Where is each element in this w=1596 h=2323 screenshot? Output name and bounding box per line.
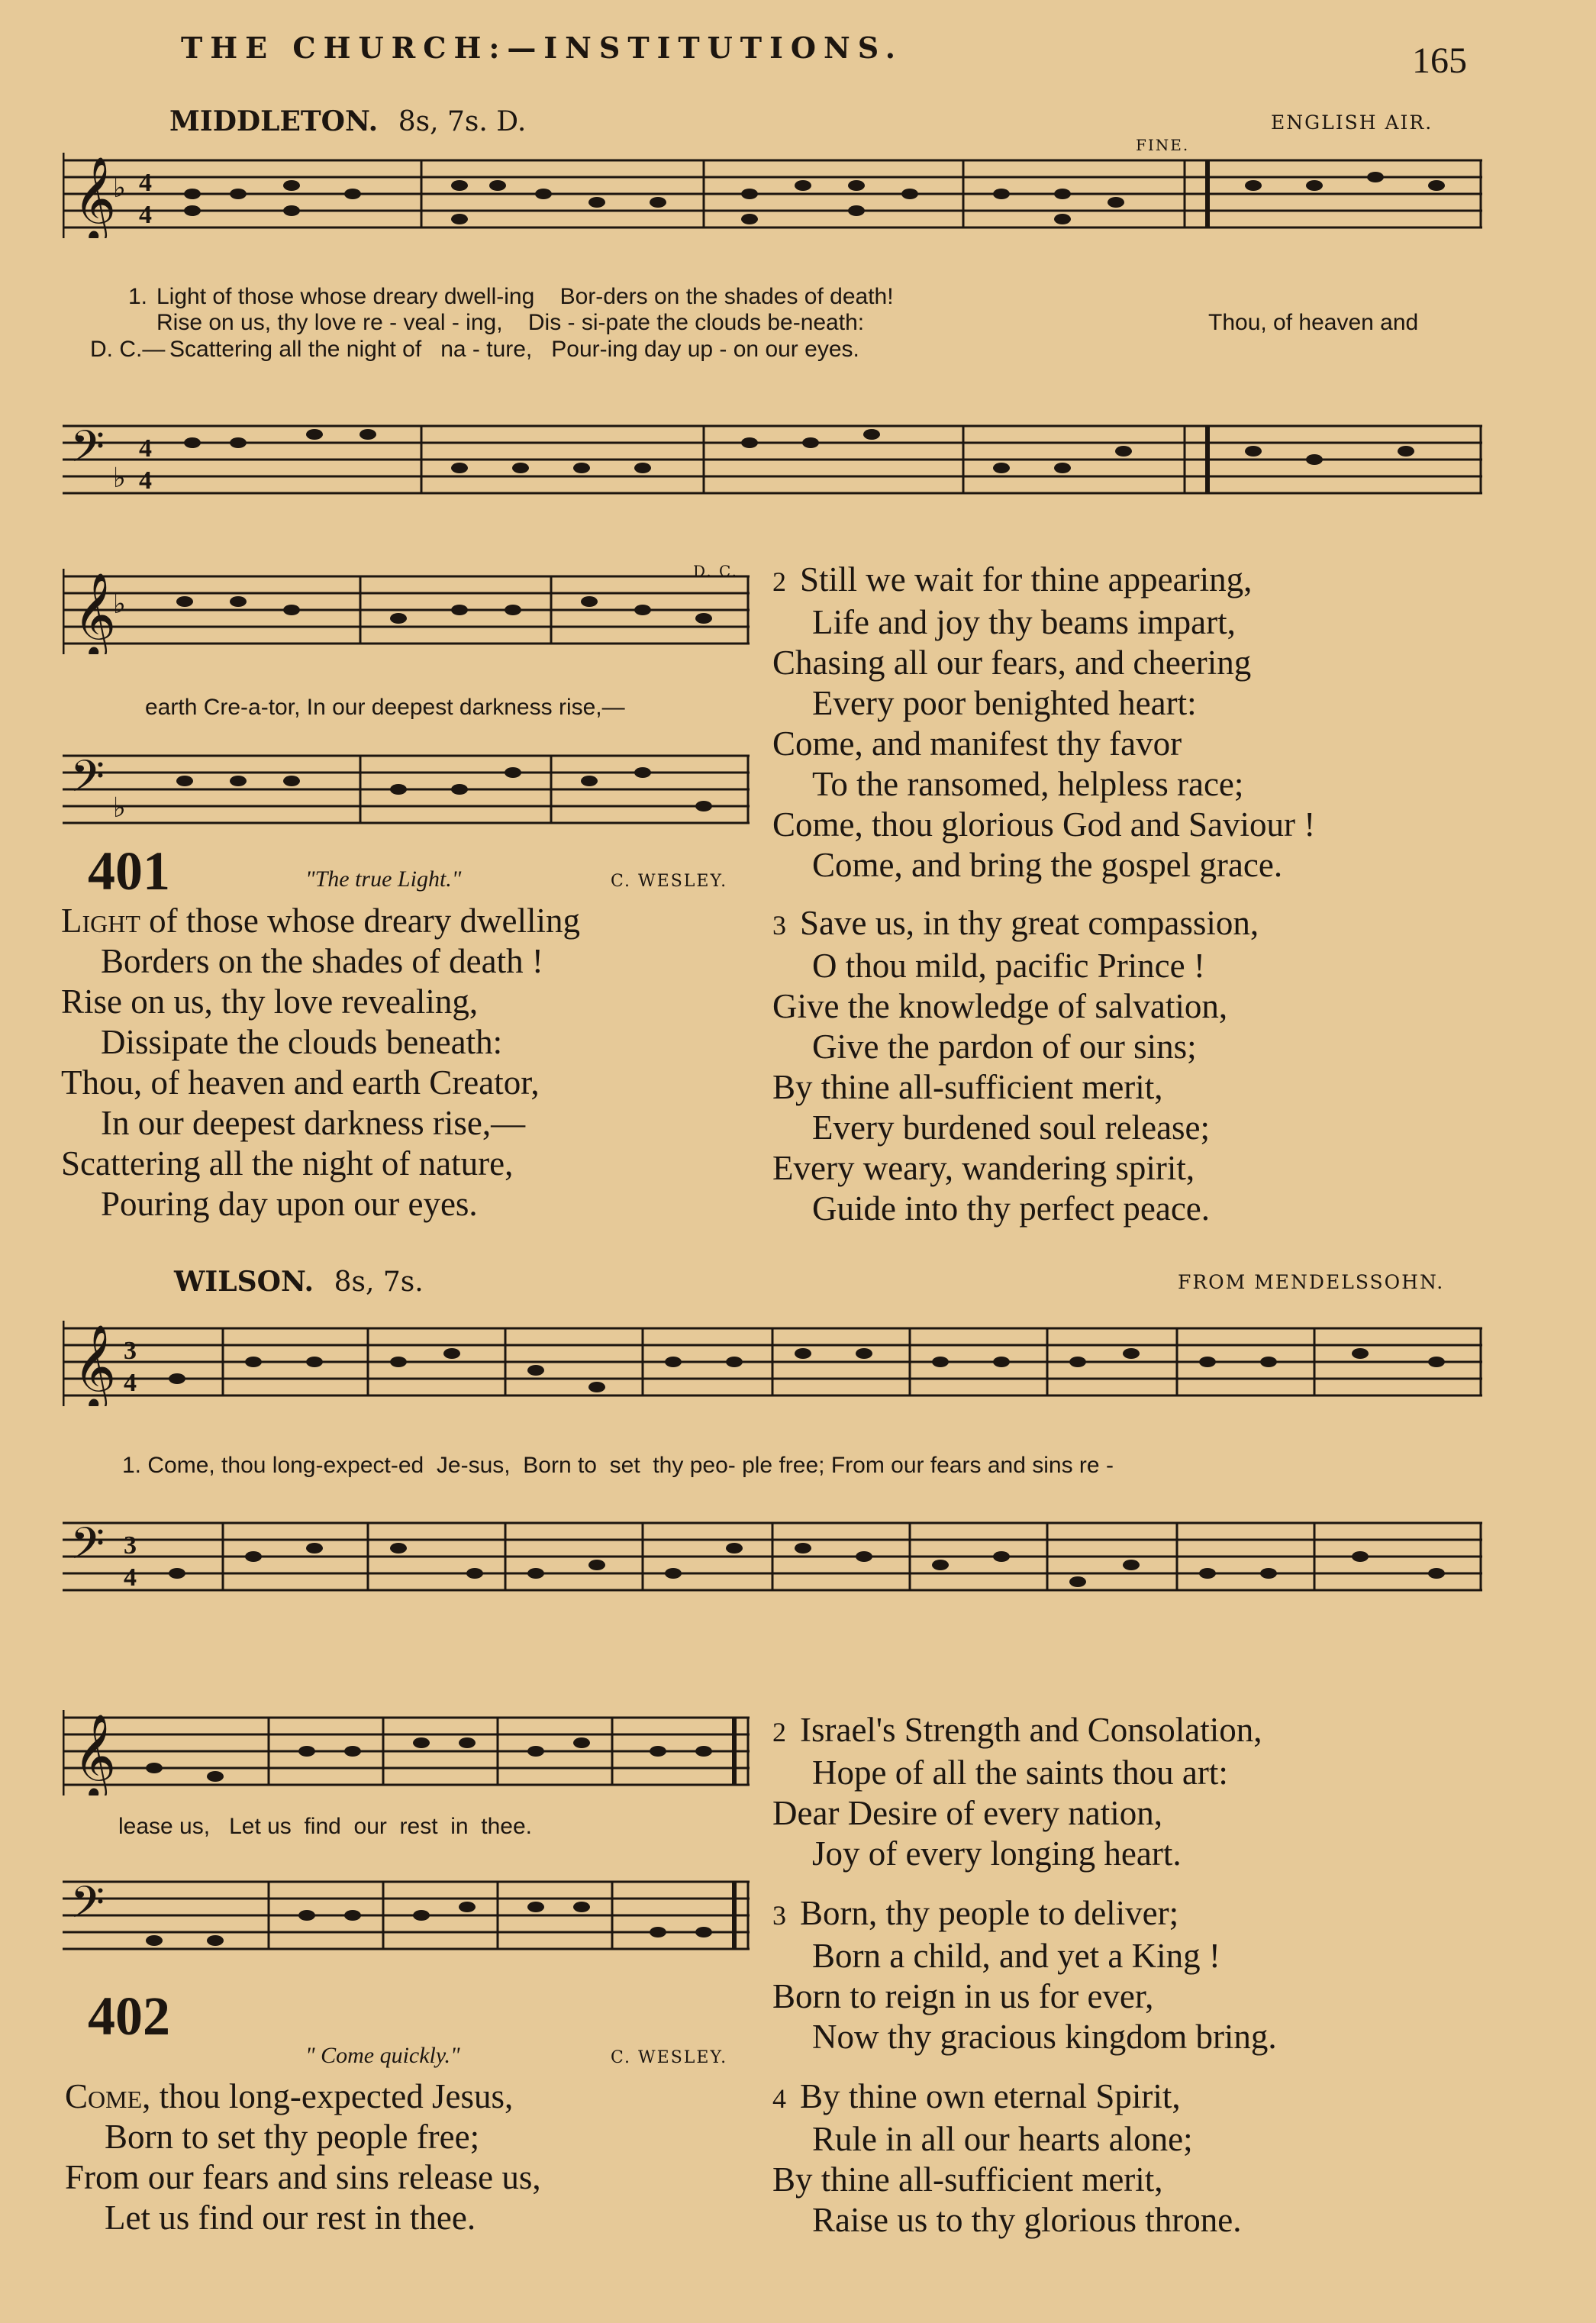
hymn-title: " Come quickly." [305,2043,460,2068]
page-number: 165 [1412,40,1467,81]
verse-line: Born to reign in us for ever, [772,1977,1154,2015]
verse-line: Come, and bring the gospel grace. [812,846,1283,884]
bass-staff-continuation [63,748,750,834]
verse-line: Life and joy thy beams impart, [812,603,1236,641]
verse-line: Pouring day upon our eyes. [101,1185,478,1223]
treble-staff-continuation [63,569,750,654]
svg-text:3: 3 [124,1531,137,1560]
treble-staff [63,1321,1482,1406]
verse-line: Dissipate the clouds beneath: [101,1023,503,1061]
treble-staff-continuation-lines [63,569,750,654]
svg-text:𝄢: 𝄢 [70,1876,105,1939]
svg-text:♭: ♭ [113,589,126,619]
hymn-401-stanza-3 [772,903,1574,1229]
stanza-number: 3 [772,1900,786,1931]
verse-line: Rule in all our hearts alone; [812,2120,1193,2158]
verse-line: Rise on us, thy love revealing, [61,982,479,1021]
verse-line: O thou mild, pacific Prince ! [812,947,1205,985]
verse-line-text: By thine own eternal Spirit, [800,2077,1181,2115]
hymn-title: "The true Light." [305,866,462,892]
verse-line: From our fears and sins release us, [65,2158,541,2196]
verse-line: Joy of every longing heart. [812,1834,1182,1873]
verse-line: Come, thou glorious God and Saviour ! [772,805,1316,844]
verse-line [61,901,748,941]
tune-source: ENGLISH AIR. [1271,111,1433,134]
verse-line: In our deepest darkness rise,— [101,1104,526,1142]
hymn-402-stanza-2 [772,1710,1574,1874]
verse-line-text: Save us, in thy great compassion, [800,904,1259,942]
lyric-line-2: lease us, Let us find our rest in thee. [118,1814,532,1839]
svg-text:4: 4 [139,169,152,197]
stanza-number: 2 [772,1717,786,1747]
hymn-402-stanza-3 [772,1893,1574,2057]
tune-meter: 8s, 7s. [334,1266,424,1298]
verse-line-text: of those whose dreary dwelling [140,902,581,940]
hymn-number: 402 [88,1986,170,2047]
svg-text:𝄢: 𝄢 [70,750,105,813]
verse-first-word: Light [61,902,140,940]
verse-line: Hope of all the saints thou art: [812,1754,1228,1792]
bass-staff-continuation [63,1874,750,1960]
verse-line-text: Israel's Strength and Consolation, [800,1711,1262,1749]
svg-text:𝄞: 𝄞 [73,156,117,238]
svg-text:4: 4 [139,434,152,463]
tune-name [169,105,526,137]
svg-text:4: 4 [124,1369,137,1397]
verse-line: Now thy gracious kingdom bring. [812,2018,1277,2056]
verse-line [772,560,1574,602]
hymn-author: C. WESLEY. [611,2048,728,2067]
bass-staff-continuation-lines [63,748,750,834]
verse-line [772,903,1574,946]
lyric-line-1: Light of those whose dreary dwell-ing Bor-ders on the shades of death! [156,284,894,309]
treble-staff-continuation-lines [63,1710,750,1795]
verse-line: Come, and manifest thy favor [772,724,1182,763]
verse-line: Let us find our rest in thee. [105,2199,476,2237]
running-head: THE CHURCH:—INSTITUTIONS. [180,31,904,65]
tune-name [174,1266,424,1298]
verse-line: Guide into thy perfect peace. [812,1189,1211,1228]
svg-text:♭: ♭ [113,792,126,823]
verse-line [772,1710,1574,1753]
svg-text:𝄞: 𝄞 [73,573,117,654]
svg-text:4: 4 [124,1563,137,1592]
svg-text:𝄢: 𝄢 [70,421,105,483]
hymn-401-stanza-2 [772,560,1574,886]
verse-line [772,2076,1574,2119]
verse-line: To the ransomed, helpless race; [812,765,1244,803]
svg-text:♭: ♭ [113,173,126,203]
hymn-401-stanza-1 [61,901,748,1224]
bass-staff [63,418,1482,504]
verse-line: Chasing all our fears, and cheering [772,644,1252,682]
verse-line: Born to set thy people free; [105,2118,480,2156]
verse-line: By thine all-sufficient merit, [772,1068,1163,1106]
svg-text:♭: ♭ [113,463,126,493]
bass-staff-lines [63,1515,1482,1601]
treble-staff-continuation [63,1710,750,1795]
verse-first-word: Come [65,2077,143,2115]
verse-line [65,2076,752,2117]
lyric-line-1: 1. Come, thou long-expect-ed Je-sus, Born to set thy peo- ple free; From our fears and sins re - [122,1453,1114,1478]
tune-verse-number: 1. [128,284,148,309]
verse-line: Born a child, and yet a King ! [812,1937,1220,1975]
dc-label: D. C.— [90,337,166,362]
verse-line: Raise us to thy glorious throne. [812,2201,1242,2239]
stanza-number: 3 [772,910,786,940]
tune-source: FROM MENDELSSOHN. [1178,1271,1445,1293]
verse-line [772,1893,1574,1936]
svg-text:𝄢: 𝄢 [70,1518,105,1580]
lyric-line-2-tail: Thou, of heaven and [1208,310,1419,335]
svg-text:4: 4 [139,201,152,229]
dc-marker: D. C. [693,562,738,580]
verse-line: Every weary, wandering spirit, [772,1149,1195,1187]
fine-marker: FINE. [1136,136,1190,154]
bass-staff-lines [63,418,1482,504]
verse-line: Thou, of heaven and earth Creator, [61,1063,540,1102]
treble-staff-lines [63,153,1482,238]
verse-line: By thine all-sufficient merit, [772,2160,1163,2199]
bass-staff [63,1515,1482,1601]
lyric-continuation: earth Cre-a-tor, In our deepest darkness rise,— [145,695,625,720]
svg-text:4: 4 [139,466,152,495]
verse-line: Borders on the shades of death ! [101,942,543,980]
svg-text:𝄞: 𝄞 [73,1714,117,1795]
bass-staff-continuation-lines [63,1874,750,1960]
tune-title: MIDDLETON. [169,105,379,137]
lyric-line-3: Scattering all the night of na - ture, Pour-ing day up - on our eyes. [169,337,859,362]
tune-title: WILSON. [174,1266,314,1298]
verse-line: Give the knowledge of salvation, [772,987,1228,1025]
tune-meter: 8s, 7s. D. [398,106,527,137]
verse-line-text: , thou long-expected Jesus, [142,2077,514,2115]
svg-text:𝄞: 𝄞 [73,1324,117,1406]
hymn-number: 401 [88,840,170,902]
stanza-number: 4 [772,2083,786,2114]
svg-text:3: 3 [124,1337,137,1365]
hymn-author: C. WESLEY. [611,872,728,891]
verse-line: Scattering all the night of nature, [61,1144,514,1182]
verse-line-text: Born, thy people to deliver; [800,1894,1179,1932]
hymn-402-stanza-1 [65,2076,752,2238]
treble-staff [63,153,1482,238]
verse-line-text: Still we wait for thine appearing, [800,560,1253,598]
hymn-402-stanza-4 [772,2076,1574,2241]
verse-line: Every poor benighted heart: [812,684,1197,722]
treble-staff-lines [63,1321,1482,1406]
verse-line: Give the pardon of our sins; [812,1028,1197,1066]
verse-line: Every burdened soul release; [812,1108,1211,1147]
verse-line: Dear Desire of every nation, [772,1794,1163,1832]
lyric-line-2: Rise on us, thy love re - veal - ing, Dis - si-pate the clouds be-neath: [156,310,865,335]
stanza-number: 2 [772,566,786,597]
